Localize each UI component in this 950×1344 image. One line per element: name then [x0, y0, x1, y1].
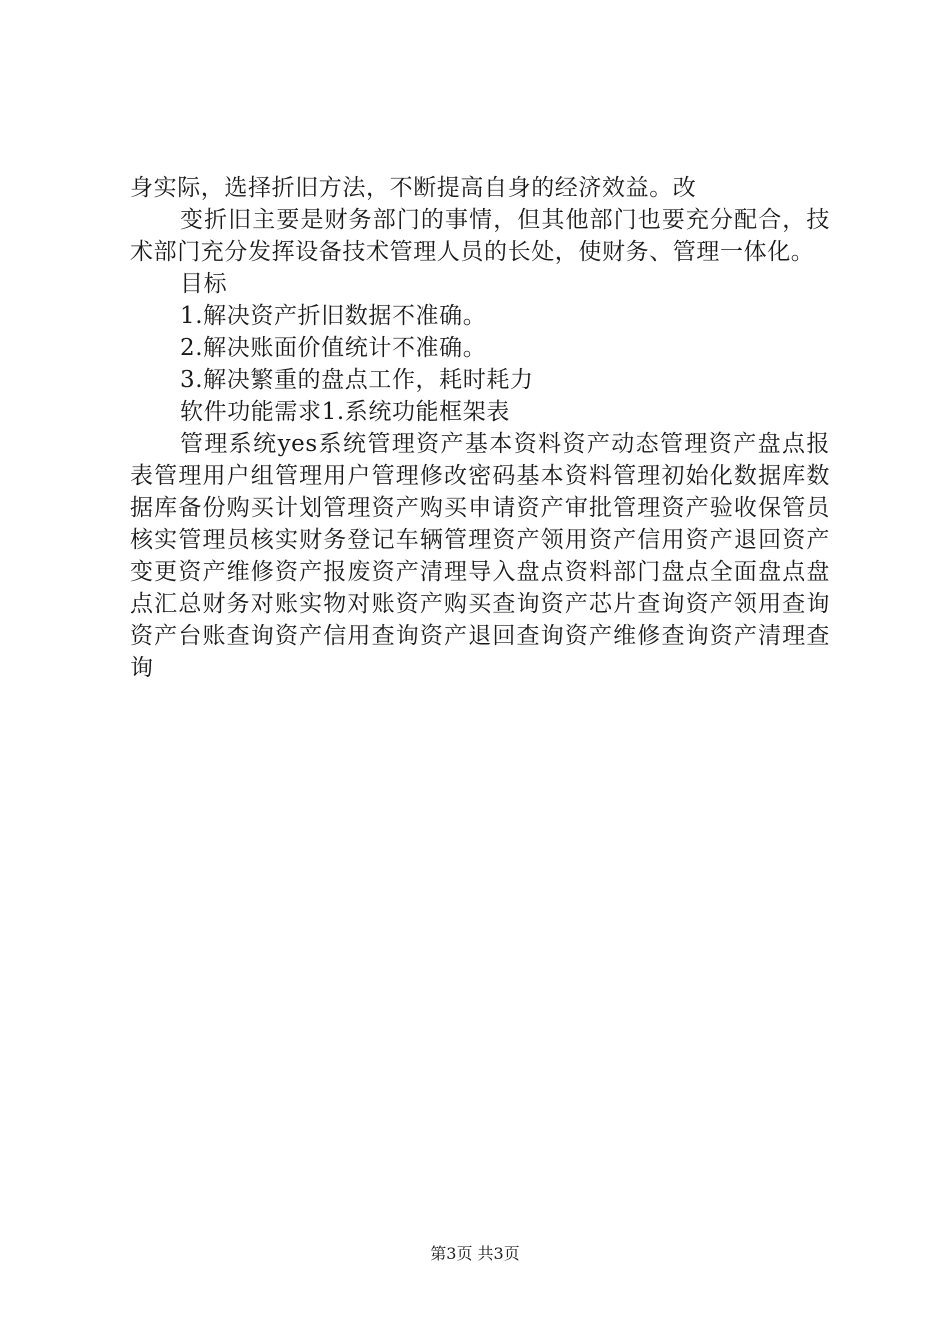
- paragraph-1: 身实际，选择折旧方法，不断提高自身的经济效益。改: [130, 175, 697, 201]
- document-body: [130, 172, 830, 684]
- heading-goal: 目标: [180, 271, 228, 297]
- paragraph-2: 变折旧主要是财务部门的事情，但其他部门也要充分配合，技术部门充分发挥设备技术管理人员的长处，使财务、管理一体化。: [130, 207, 830, 265]
- paragraph-framework: 管理系统yes系统管理资产基本资料资产动态管理资产盘点报表管理用户组管理用户管理修改密码基本资料管理初始化数据库数据库备份购买计划管理资产购买申请资产审批管理资产验收保管员核实管理员核实财务登记车辆管理资产领用资产信用资产退回资产变更资产维修资产报废资产清理导入盘点资料部门盘点全面盘点盘点汇总财务对账实物对账资产购买查询资产芯片查询资产领用查询资产台账查询资产信用查询资产退回查询资产维修查询资产清理查询: [130, 431, 830, 681]
- heading-requirements: 软件功能需求1.系统功能框架表: [180, 399, 510, 425]
- goal-item-1: 1.解决资产折旧数据不准确。: [180, 303, 487, 329]
- goal-item-2: 2.解决账面价值统计不准确。: [180, 335, 487, 361]
- goal-item-3: 3.解决繁重的盘点工作，耗时耗力: [180, 367, 534, 393]
- page-footer: 第3页 共3页: [430, 1244, 520, 1263]
